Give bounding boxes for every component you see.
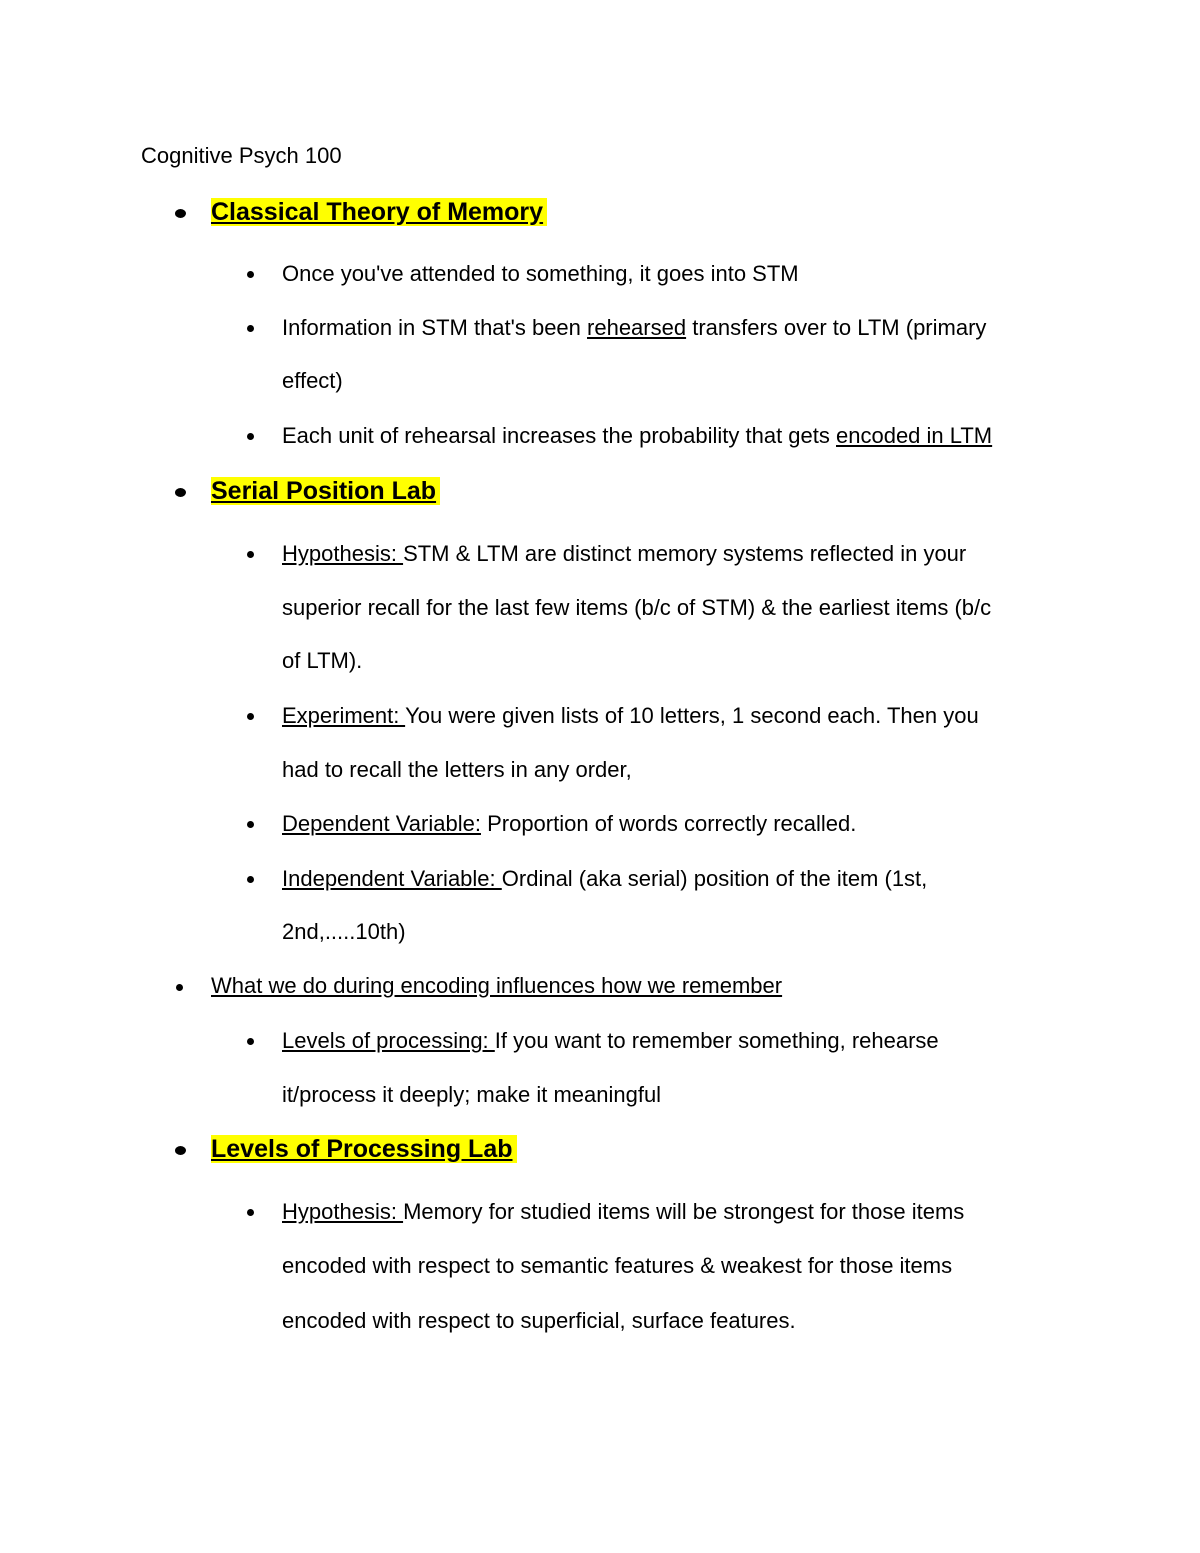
document-title: Cognitive Psych 100 <box>141 143 342 168</box>
heading-text: Classical Theory of Memory <box>211 198 547 226</box>
heading-text: What we do during encoding influences how we remember <box>211 973 783 998</box>
list-item <box>282 866 927 892</box>
bullet-icon <box>176 984 183 991</box>
list-item-continuation <box>282 1253 952 1279</box>
bullet-icon <box>247 433 254 440</box>
list-item <box>282 703 979 729</box>
item-text: Information in STM that's been <box>282 315 588 340</box>
list-item-continuation <box>282 1308 796 1334</box>
section-heading <box>211 197 547 227</box>
item-text: You were given lists of 10 letters, 1 second each. Then you <box>405 703 979 728</box>
underlined-term: encoded in LTM <box>836 423 993 448</box>
item-label: Hypothesis: <box>282 1199 404 1224</box>
item-text: Ordinal (aka serial) position of the item (1st, <box>501 866 928 891</box>
list-item-continuation <box>282 919 406 945</box>
item-text: Memory for studied items will be strongest for those items <box>403 1199 965 1224</box>
bullet-icon <box>175 1146 186 1155</box>
heading-text: Levels of Processing Lab <box>211 1135 517 1163</box>
list-item-continuation <box>282 1082 661 1108</box>
item-label: Independent Variable: <box>282 866 502 891</box>
item-text: had to recall the letters in any order, <box>282 757 632 782</box>
item-label: Experiment: <box>282 703 406 728</box>
list-item-continuation <box>282 757 632 783</box>
underlined-term: rehearsed <box>587 315 687 340</box>
list-item-continuation <box>282 648 362 674</box>
item-text: of LTM). <box>282 648 363 673</box>
section-heading <box>211 1134 517 1164</box>
item-text: Each unit of rehearsal increases the probability that gets <box>282 423 836 448</box>
bullet-icon <box>247 713 254 720</box>
item-label: Levels of processing: <box>282 1028 495 1053</box>
list-item <box>282 1199 964 1225</box>
list-item <box>282 811 856 837</box>
bullet-icon <box>175 209 186 218</box>
item-text: transfers over to LTM (primary <box>686 315 987 340</box>
list-item <box>282 261 799 287</box>
list-item-continuation <box>282 368 343 394</box>
section-heading <box>211 973 782 999</box>
bullet-icon <box>247 271 254 278</box>
item-label: Hypothesis: <box>282 541 404 566</box>
list-item <box>282 423 992 449</box>
item-text: effect) <box>282 368 343 393</box>
item-text: encoded with respect to semantic features & weakest for those items <box>282 1253 953 1278</box>
item-text: encoded with respect to superficial, surface features. <box>282 1308 796 1333</box>
bullet-icon <box>175 488 186 497</box>
item-text: If you want to remember something, rehearse <box>494 1028 939 1053</box>
section-heading <box>211 476 440 506</box>
bullet-icon <box>247 1038 254 1045</box>
list-item <box>282 315 986 341</box>
item-text: Once you've attended to something, it goes into STM <box>282 261 799 286</box>
bullet-icon <box>247 876 254 883</box>
bullet-icon <box>247 1209 254 1216</box>
bullet-icon <box>247 325 254 332</box>
item-text: it/process it deeply; make it meaningful <box>282 1082 662 1107</box>
bullet-icon <box>247 551 254 558</box>
list-item <box>282 541 966 567</box>
item-text: Proportion of words correctly recalled. <box>480 811 857 836</box>
item-text: superior recall for the last few items (b/c of STM) & the earliest items (b/c <box>282 595 992 620</box>
bullet-icon <box>247 821 254 828</box>
list-item <box>282 1028 939 1054</box>
item-label: Dependent Variable: <box>282 811 481 836</box>
item-text: STM & LTM are distinct memory systems reflected in your <box>403 541 967 566</box>
item-text: 2nd,.....10th) <box>282 919 406 944</box>
list-item-continuation <box>282 595 991 621</box>
heading-text: Serial Position Lab <box>211 477 440 505</box>
